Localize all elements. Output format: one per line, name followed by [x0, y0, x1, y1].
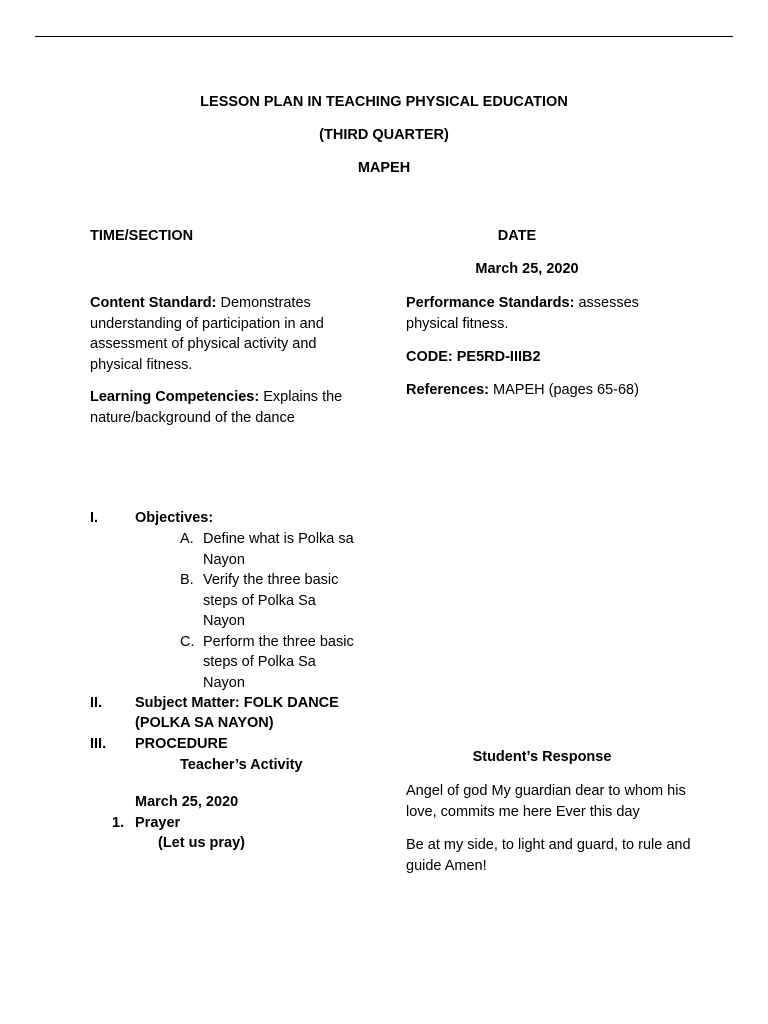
header-rule [35, 36, 733, 37]
subject-matter-line: Subject Matter: FOLK DANCE [135, 695, 339, 711]
content-standard-text: Demonstrates understanding of participation in and assessment of physical activity and physical fitness. [90, 295, 324, 373]
references [406, 380, 706, 401]
objectives-heading: Objectives: [135, 510, 214, 526]
objective-b-line: Verify the three basic [203, 572, 339, 588]
teacher-activity-heading: Teacher’s Activity [180, 757, 303, 773]
references-text: MAPEH (pages 65-68) [489, 382, 639, 398]
quarter-label: (THIRD QUARTER) [319, 127, 449, 143]
student-response-heading: Student’s Response [472, 749, 612, 765]
content-standard [90, 293, 352, 375]
objective-c-line: Nayon [203, 675, 245, 691]
date-value: March 25, 2020 [475, 261, 579, 277]
performance-standards-label: Performance Standards: [406, 295, 575, 311]
subject-matter-line: (POLKA SA NAYON) [135, 715, 274, 731]
procedure-date: March 25, 2020 [135, 794, 239, 810]
step-1-label: Prayer [135, 815, 181, 831]
references-label: References: [406, 382, 490, 398]
date-label: DATE [497, 228, 537, 244]
subject-matter-number: II. [90, 695, 103, 711]
learning-competencies [90, 387, 362, 428]
objective-c-line: Perform the three basic [203, 634, 354, 650]
learning-competencies-text: Explains the nature/background of the dance [90, 389, 343, 426]
document-title: LESSON PLAN IN TEACHING PHYSICAL EDUCATION [200, 94, 568, 110]
student-response-paragraph: Angel of god My guardian dear to whom his love, commits me here Ever this day [406, 783, 686, 820]
procedure-number: III. [90, 736, 107, 752]
procedure-heading: PROCEDURE [135, 736, 228, 752]
code-label: CODE: PE5RD-IIIB2 [406, 349, 541, 365]
performance-standards [406, 293, 676, 334]
student-response-paragraph: Be at my side, to light and guard, to rule and guide Amen! [406, 837, 691, 874]
learning-competencies-label: Learning Competencies: [90, 389, 260, 405]
time-section-label: TIME/SECTION [90, 228, 194, 244]
objective-b-line: steps of Polka Sa [203, 593, 316, 609]
subject-label: MAPEH [357, 160, 411, 176]
objective-b-line: Nayon [203, 613, 245, 629]
objective-c-line: steps of Polka Sa [203, 654, 316, 670]
objective-a-line: Nayon [203, 552, 245, 568]
content-standard-label: Content Standard: [90, 295, 217, 311]
step-1-number: 1. [112, 815, 125, 831]
step-1-instruction: (Let us pray) [158, 835, 246, 851]
objective-a-letter: A. [180, 531, 194, 547]
objectives-number: I. [90, 510, 99, 526]
performance-standards-text: assesses physical fitness. [406, 295, 639, 332]
objective-c-letter: C. [180, 634, 195, 650]
objective-a-line: Define what is Polka sa [203, 531, 354, 547]
objective-b-letter: B. [180, 572, 194, 588]
